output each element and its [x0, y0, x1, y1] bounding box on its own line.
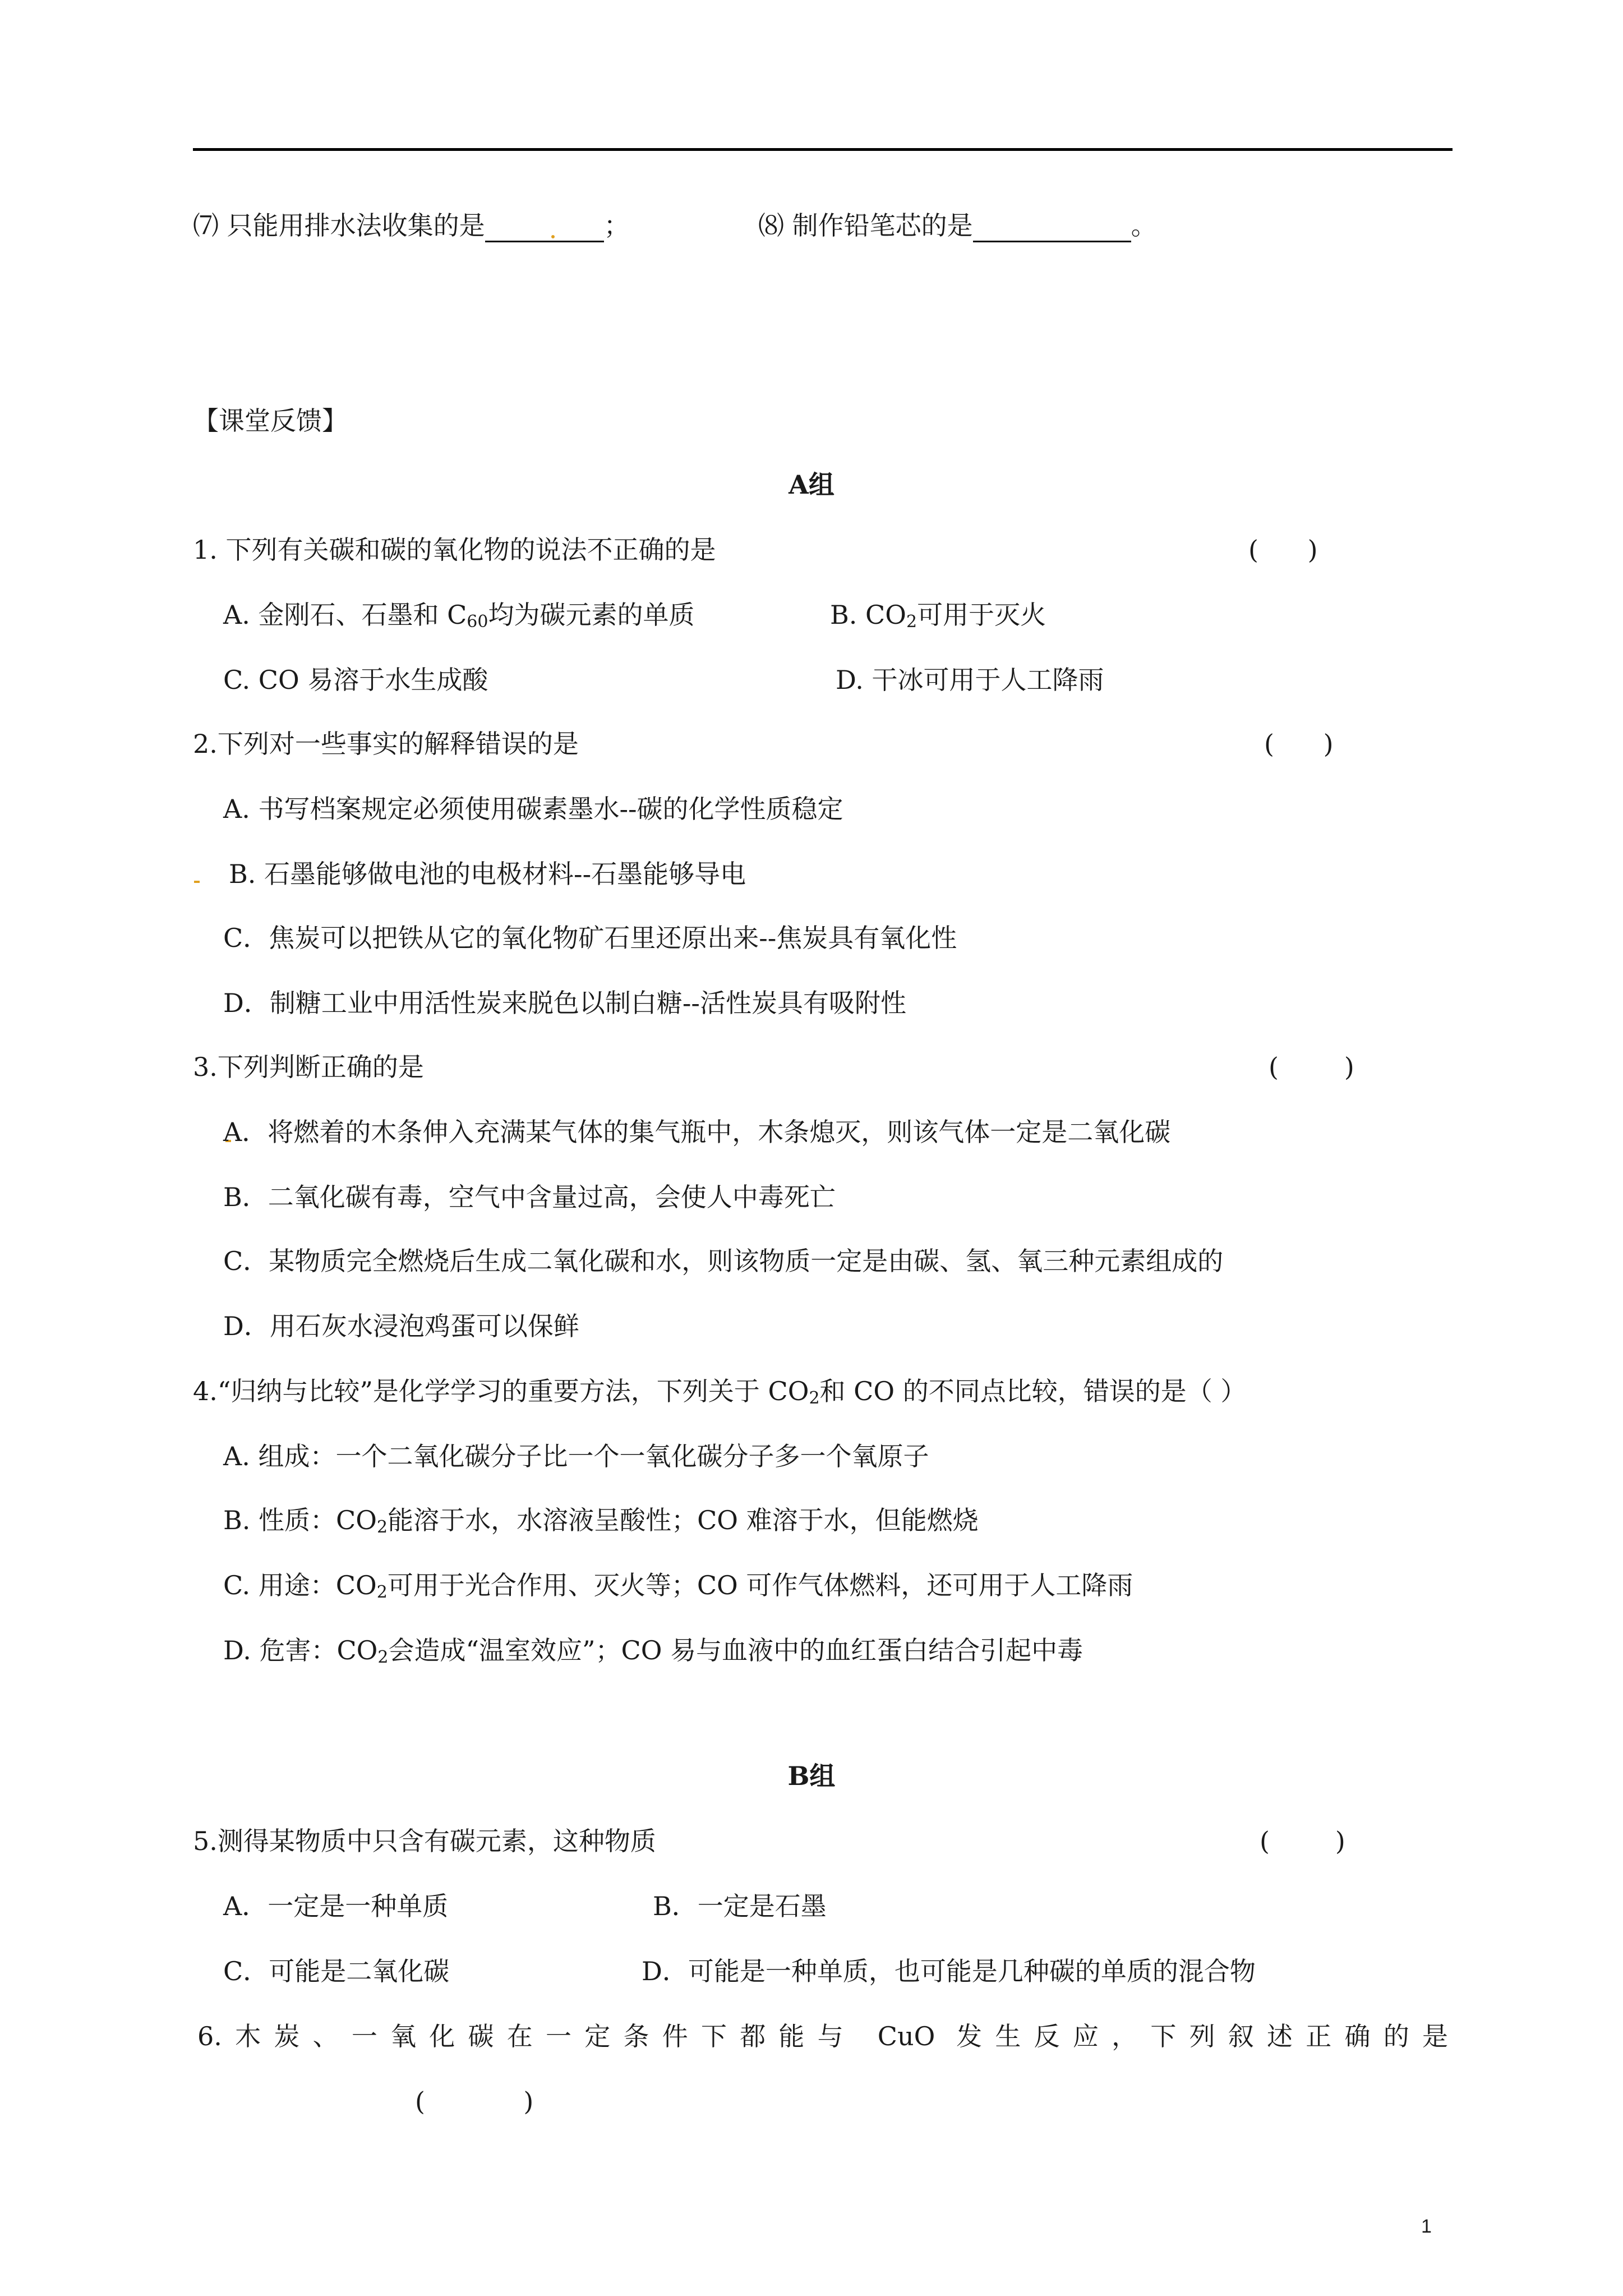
item-8-blank[interactable] — [973, 213, 1131, 242]
item-7-label: ⑺ 只能用排水法收集的是 — [193, 210, 485, 241]
item-7 — [193, 209, 630, 242]
q4-option-b: B. 性质：$CO_2$能溶于水，水溶液呈酸性；CO 难溶于水，但能燃烧 — [223, 1505, 979, 1537]
header-rule — [193, 148, 1453, 151]
q5-option-a: A．一定是一种单质 — [223, 1891, 449, 1921]
q4-option-d: D. 危害：$CO_2$会造成“温室效应”；CO 易与血液中的血红蛋白结合引起中毒 — [223, 1635, 1083, 1667]
highlight-mark-icon — [194, 881, 200, 883]
q5-stem: 5.测得某物质中只含有碳元素，这种物质 — [193, 1826, 656, 1856]
q1-option-d: D. 干冰可用于人工降雨 — [836, 665, 1104, 695]
highlight-dot-icon — [551, 235, 555, 238]
item-8-end: 。 — [1131, 210, 1157, 241]
group-a-title: A组 — [789, 470, 834, 500]
q4-option-c: C. 用途：$CO_2$可用于光合作用、灭火等；CO 可作气体燃料，还可用于人工降雨 — [223, 1570, 1133, 1602]
q4-option-a: A. 组成：一个二氧化碳分子比一个一氧化碳分子多一个氧原子 — [223, 1441, 929, 1471]
q3-option-c: C．某物质完全燃烧后生成二氧化碳和水，则该物质一定是由碳、氢、氧三种元素组成的 — [223, 1246, 1224, 1276]
q3-stem: 3.下列判断正确的是 — [193, 1052, 424, 1082]
q2-option-b: B. 石墨能够做电池的电极材料--石墨能够导电 — [229, 859, 746, 889]
item-8-label: ⑻ 制作铅笔芯的是 — [758, 210, 973, 241]
q6-stem: 6.木炭、一氧化碳在一定条件下都能与 CuO 发生反应，下列叙述正确的是 — [197, 2021, 1448, 2051]
q2-option-c: C．焦炭可以把铁从它的氧化物矿石里还原出来--焦炭具有氧化性 — [223, 923, 957, 953]
q2-answer-paren[interactable]: ( ) — [1264, 729, 1334, 759]
item-7-blank[interactable] — [485, 213, 604, 242]
q1-answer-paren[interactable]: ( ) — [1248, 535, 1318, 565]
q3-option-d: D．用石灰水浸泡鸡蛋可以保鲜 — [223, 1311, 579, 1341]
page-number: 1 — [1421, 2216, 1432, 2237]
q5-answer-paren[interactable]: ( ) — [1260, 1826, 1345, 1856]
q1-stem: 1. 下列有关碳和碳的氧化物的说法不正确的是 — [193, 535, 716, 565]
group-b-title: B组 — [787, 1761, 836, 1791]
q5-option-b: B．一定是石墨 — [653, 1891, 827, 1921]
item-7-end: ； — [603, 210, 630, 241]
item-8 — [758, 209, 1157, 242]
q1-option-a: A. 金刚石、石墨和 $C_{60}$均为碳元素的单质 — [223, 600, 695, 632]
q4-stem: 4.“归纳与比较”是化学学习的重要方法，下列关于 $CO_2$和 CO 的不同点比较，错误的是（ ） — [193, 1376, 1247, 1408]
q2-option-a: A. 书写档案规定必须使用碳素墨水--碳的化学性质稳定 — [223, 794, 843, 824]
q5-option-c: C．可能是二氧化碳 — [223, 1956, 450, 1986]
q1-option-b: B. $CO_2$可用于灭火 — [830, 600, 1046, 632]
q2-stem: 2.下列对一些事实的解释错误的是 — [193, 729, 579, 759]
q6-answer-paren[interactable]: ( ) — [415, 2086, 534, 2116]
q3-option-b: B．二氧化碳有毒，空气中含量过高，会使人中毒死亡 — [223, 1182, 836, 1212]
q3-option-a: A．将燃着的木条伸入充满某气体的集气瓶中，木条熄灭，则该气体一定是二氧化碳 — [223, 1117, 1171, 1147]
q5-option-d: D．可能是一种单质，也可能是几种碳的单质的混合物 — [642, 1956, 1256, 1986]
section-title: 【课堂反馈】 — [193, 406, 348, 436]
q2-option-d: D．制糖工业中用活性炭来脱色以制白糖--活性炭具有吸附性 — [223, 988, 906, 1018]
q1-option-c: C. CO 易溶于水生成酸 — [223, 665, 488, 695]
q3-answer-paren[interactable]: ( ) — [1269, 1052, 1354, 1082]
